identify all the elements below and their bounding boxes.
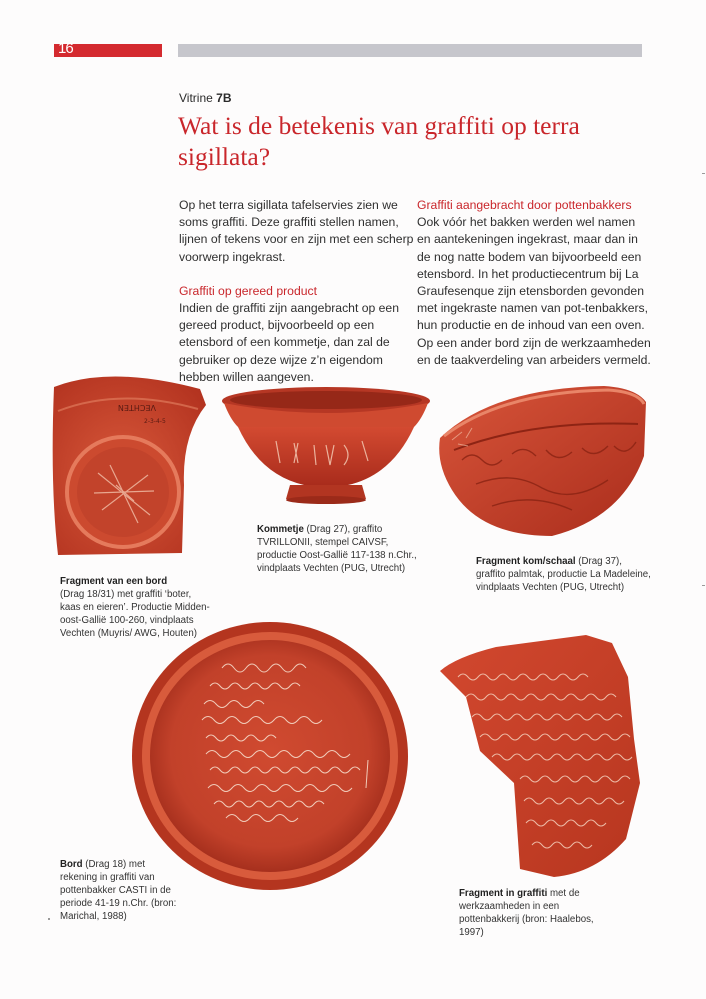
caption-kom-schaal-title: Fragment kom/schaal bbox=[476, 556, 576, 567]
vitrine-prefix: Vitrine bbox=[179, 91, 217, 105]
scan-mark bbox=[702, 173, 705, 174]
caption-bord-fragment-title: Fragment van een bord bbox=[60, 576, 168, 587]
vitrine-label bbox=[179, 91, 231, 105]
caption-kom-schaal-text: (Drag 37), graffito palmtak, productie La Madeleine, vindplaats Vechten (PUG, Utrecht) bbox=[476, 556, 651, 593]
header-grey-bar bbox=[178, 44, 642, 57]
svg-text:2-3-4-5: 2-3-4-5 bbox=[144, 418, 166, 425]
section1-text: Indien de graffiti zijn aangebracht op een gereed product, bijvoorbeeld op een etensbord of een kommetje, dan zal de gebruiker op deze wijze z’n eigendom hebben willen aangeven. bbox=[179, 301, 399, 384]
caption-graffiti-fragment-text: met de werkzaamheden in een pottenbakkerij (bron: Haalebos, 1997) bbox=[459, 888, 594, 938]
page-title: Wat is de betekenis van graffiti op terra sigillata? bbox=[178, 111, 580, 171]
caption-bord-text: (Drag 18) met rekening in graffiti van pottenbakker CASTI in de periode 41-19 n.Chr. (bron: Marichal, 1988) bbox=[60, 859, 177, 922]
section2-text: Ook vóór het bakken werden wel namen en aantekeningen ingekrast, maar dan in de nog natte bodem van bijvoorbeeld een etensbord. In het productiecentrum bij La Graufesenque zijn etensborden gevonden met ingekraste namen van pot-tenbakkers, hun productie en de inhoud van een oven. Op een ander bord zijn de werkzaamheden en de taakverdeling van arbeiders vermeld. bbox=[417, 215, 651, 367]
kommetje-image bbox=[220, 383, 432, 505]
caption-bord bbox=[60, 858, 180, 923]
left-text-column bbox=[179, 197, 414, 386]
svg-text:VECHTEN: VECHTEN bbox=[117, 403, 156, 412]
caption-kommetje-title: Kommetje bbox=[257, 524, 304, 535]
caption-graffiti-fragment-title: Fragment in graffiti bbox=[459, 888, 548, 899]
graffiti-fragment-image bbox=[436, 633, 646, 879]
right-text-column bbox=[417, 197, 652, 369]
vitrine-code: 7B bbox=[216, 91, 232, 105]
page-number: 16 bbox=[58, 40, 73, 57]
caption-graffiti-fragment bbox=[459, 887, 599, 939]
kom-schaal-fragment-image bbox=[432, 380, 650, 540]
intro-paragraph: Op het terra sigillata tafelservies zien we soms graffiti. Deze graffiti stellen namen, lijnen of tekens voor en zijn met een scherp voorwerp ingekrast. bbox=[179, 198, 414, 264]
caption-kom-schaal bbox=[476, 555, 651, 594]
caption-bord-fragment-text: (Drag 18/31) met graffiti ‘boter, kaas en eieren’. Productie Midden-oost-Gallië 100-260, vindplaats Vechten (Muyris/ AWG, Houten) bbox=[60, 589, 210, 639]
bord-fragment-image bbox=[50, 365, 208, 557]
section2-heading: Graffiti aangebracht door pottenbakkers bbox=[417, 198, 632, 212]
bord-plate-image bbox=[130, 620, 410, 892]
caption-kommetje bbox=[257, 523, 425, 575]
caption-bord-title: Bord bbox=[60, 859, 83, 870]
caption-kommetje-text: (Drag 27), graffito TVRILLONII, stempel CAIVSF, productie Oost-Gallië 117-138 n.Chr., vindplaats Vechten (PUG, Utrecht) bbox=[257, 524, 417, 574]
section1-heading: Graffiti op gereed product bbox=[179, 283, 317, 298]
scan-mark bbox=[48, 918, 50, 920]
scan-mark bbox=[702, 585, 705, 586]
